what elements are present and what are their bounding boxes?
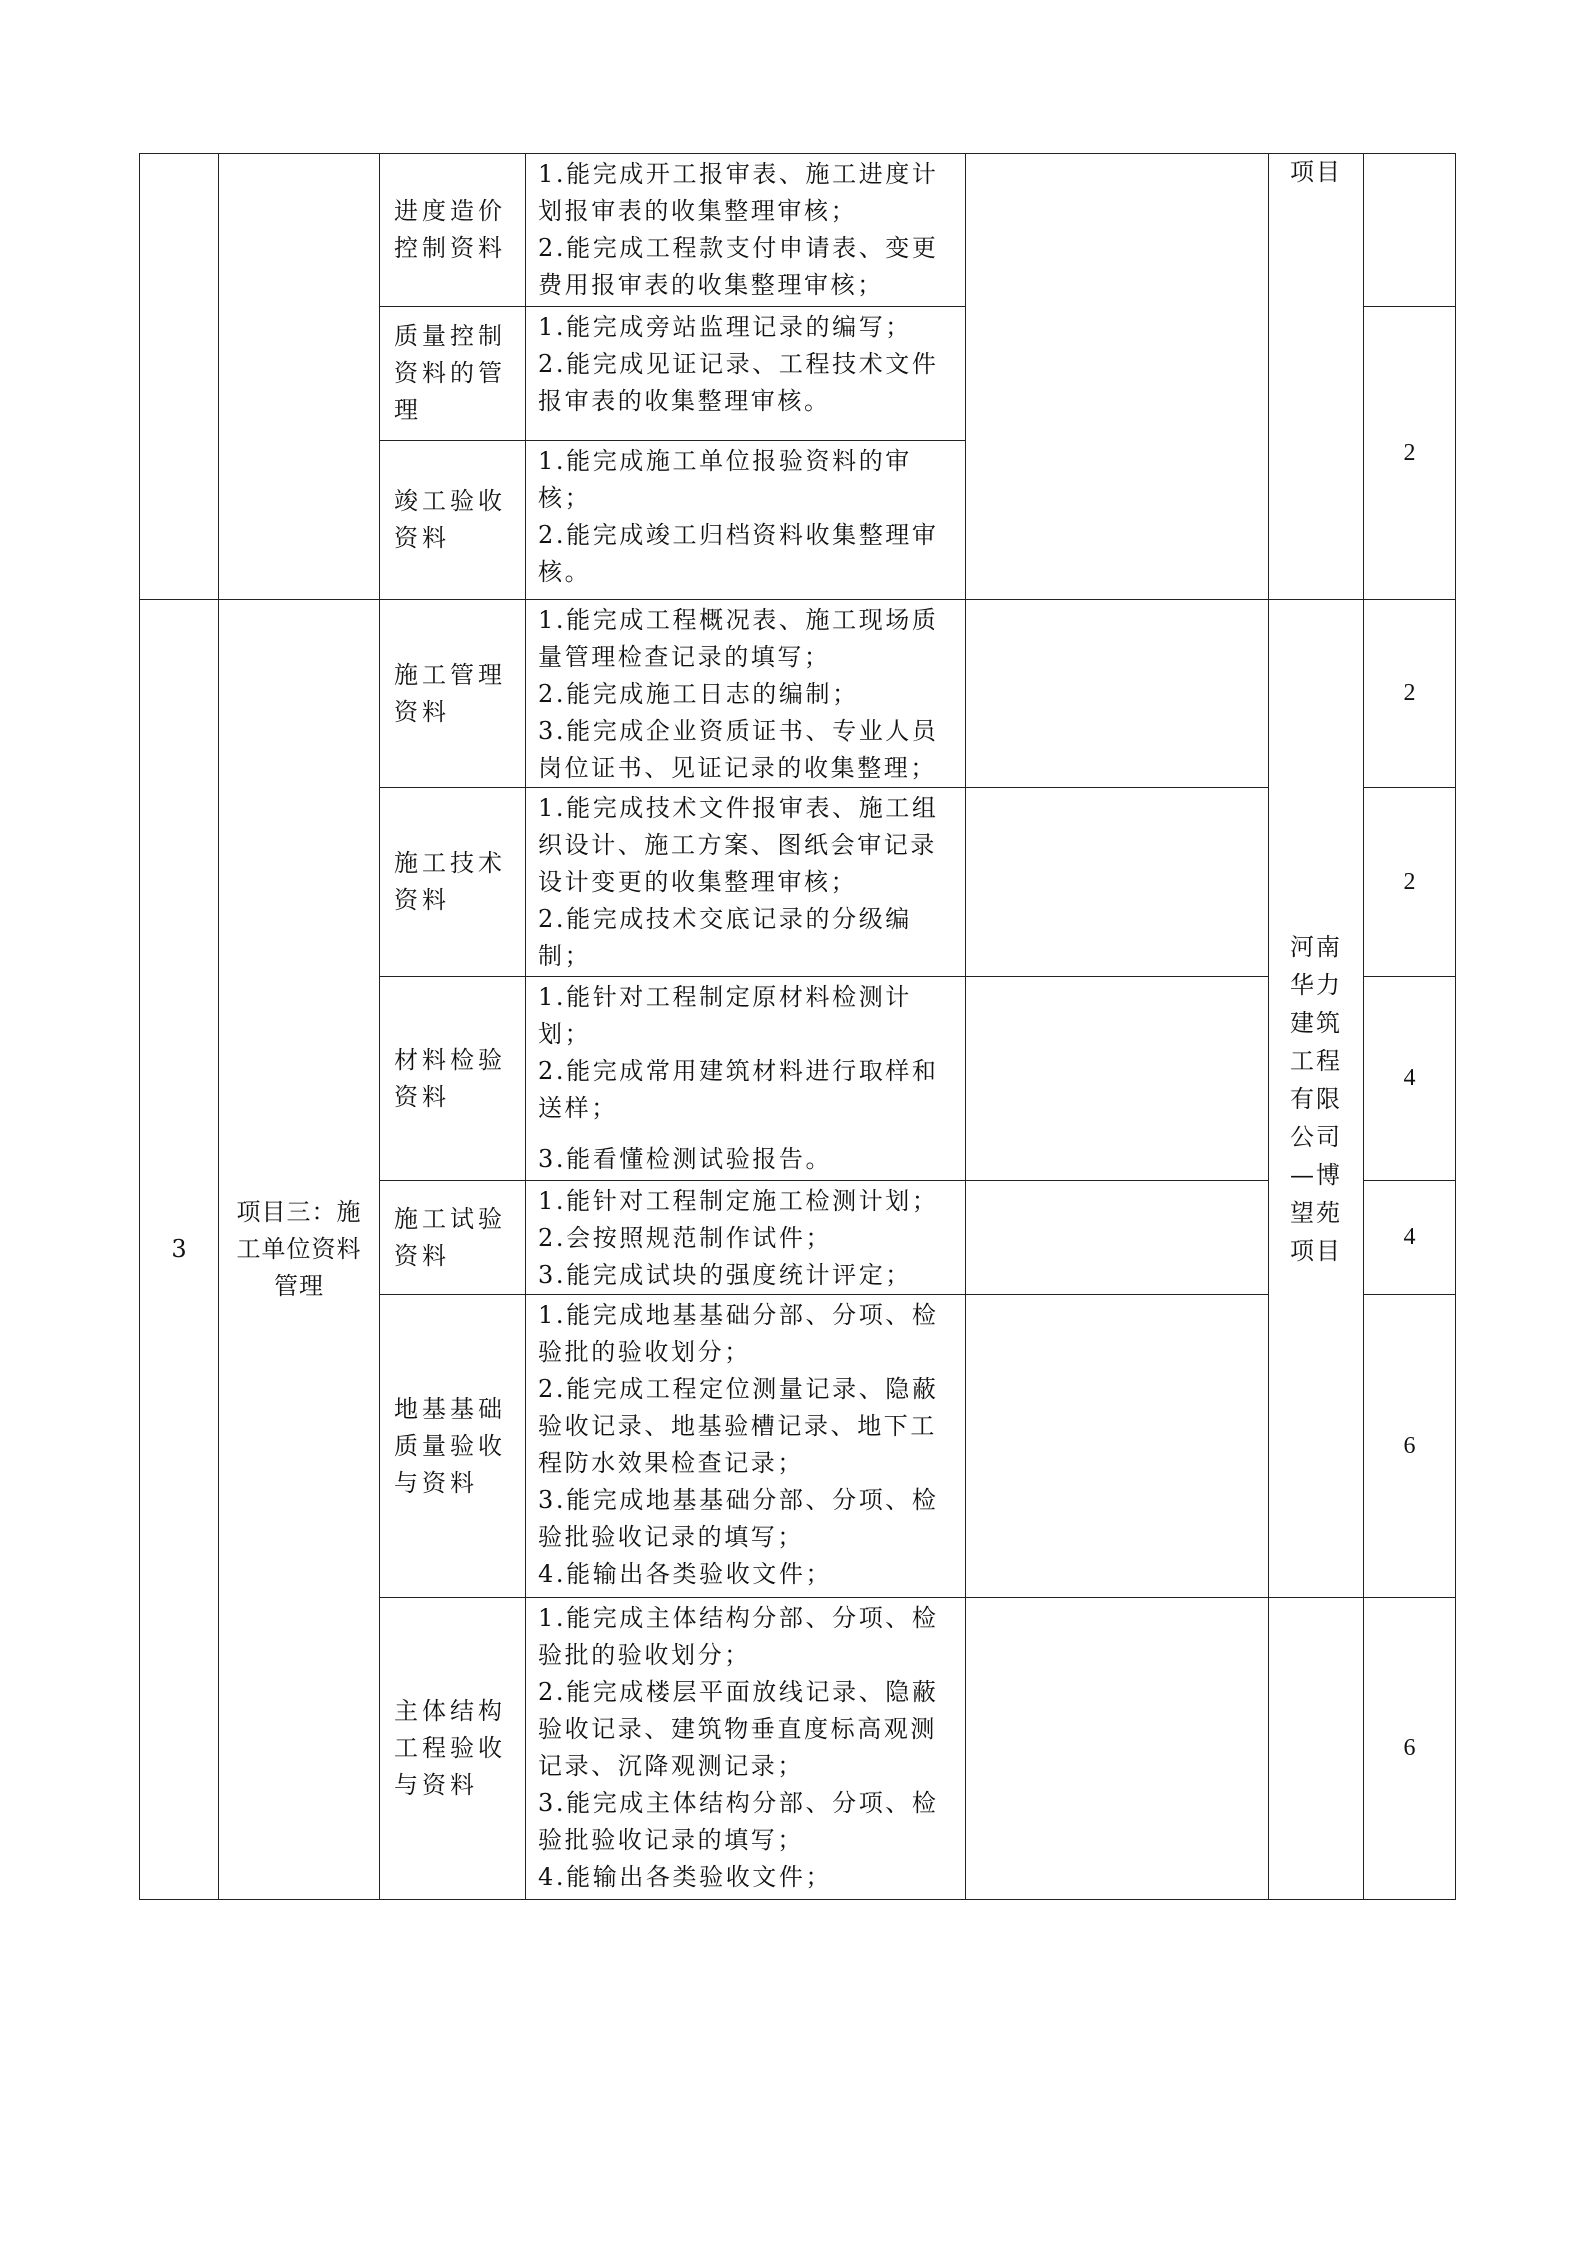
task-name: 施工管理资料 xyxy=(380,600,526,788)
requirement-line: 2.能完成施工日志的编制； xyxy=(538,680,859,708)
task-requirements xyxy=(526,1598,966,1900)
requirement-line: 4.能输出各类验收文件； xyxy=(538,1560,833,1588)
task-name: 进度造价控制资料 xyxy=(380,154,526,307)
hours-cell: 2 xyxy=(1364,788,1456,977)
task-name: 地基基础质量验收与资料 xyxy=(380,1295,526,1598)
note-cell xyxy=(966,154,1269,600)
requirement-line: 1.能完成地基基础分部、分项、检验批的验收划分； xyxy=(538,1301,939,1366)
task-requirements xyxy=(526,788,966,977)
hours-cell: 6 xyxy=(1364,1598,1456,1900)
index-cell-empty xyxy=(140,154,219,600)
requirement-line: 3.能完成地基基础分部、分项、检验批验收记录的填写； xyxy=(538,1486,939,1551)
task-name: 质量控制资料的管理 xyxy=(380,307,526,441)
requirement-line: 4.能输出各类验收文件； xyxy=(538,1863,833,1891)
requirement-line: 2.能完成楼层平面放线记录、隐蔽验收记录、建筑物垂直度标高观测记录、沉降观测记录； xyxy=(538,1678,939,1780)
task-name: 材料检验资料 xyxy=(380,977,526,1181)
task-requirements xyxy=(526,600,966,788)
enterprise-cell: 项目 xyxy=(1269,154,1364,600)
requirement-line: 2.能完成竣工归档资料收集整理审核。 xyxy=(538,521,939,586)
requirement-line: 2.能完成工程定位测量记录、隐蔽验收记录、地基验槽记录、地下工程防水效果检查记录； xyxy=(538,1375,939,1477)
hours-cell xyxy=(1364,154,1456,307)
hours-cell: 4 xyxy=(1364,1181,1456,1295)
table-row xyxy=(140,154,1456,307)
task-name: 竣工验收资料 xyxy=(380,441,526,600)
note-cell xyxy=(966,1295,1269,1598)
requirement-line: 2.能完成见证记录、工程技术文件报审表的收集整理审核。 xyxy=(538,350,939,415)
enterprise-cell: 河南华力建筑工程有限公司—博望苑项目 xyxy=(1269,600,1364,1598)
requirement-line: 1.能针对工程制定原材料检测计划； xyxy=(538,983,912,1048)
enterprise-cell-empty xyxy=(1269,1598,1364,1900)
requirement-line: 3.能看懂检测试验报告。 xyxy=(538,1145,833,1173)
task-requirements xyxy=(526,1295,966,1598)
requirement-line: 1.能完成工程概况表、施工现场质量管理检查记录的填写； xyxy=(538,606,939,671)
note-cell xyxy=(966,1598,1269,1900)
requirement-line: 1.能完成主体结构分部、分项、检验批的验收划分； xyxy=(538,1604,939,1669)
note-cell xyxy=(966,788,1269,977)
requirement-line: 1.能完成技术文件报审表、施工组织设计、施工方案、图纸会审记录设计变更的收集整理审核； xyxy=(538,794,939,896)
task-requirements xyxy=(526,307,966,441)
task-name: 施工试验资料 xyxy=(380,1181,526,1295)
project-index: 3 xyxy=(140,600,219,1900)
task-requirements xyxy=(526,441,966,600)
requirement-line: 1.能完成施工单位报验资料的审核； xyxy=(538,447,912,512)
hours-cell: 4 xyxy=(1364,977,1456,1181)
task-requirements xyxy=(526,1181,966,1295)
hours-cell: 6 xyxy=(1364,1295,1456,1598)
requirement-line: 2.能完成工程款支付申请表、变更费用报审表的收集整理审核； xyxy=(538,234,939,299)
requirement-line: 3.能完成主体结构分部、分项、检验批验收记录的填写； xyxy=(538,1789,939,1854)
curriculum-table xyxy=(139,153,1456,1900)
note-cell xyxy=(966,1181,1269,1295)
requirement-line: 2.能完成常用建筑材料进行取样和送样； xyxy=(538,1057,939,1122)
project-cell-empty xyxy=(219,154,380,600)
task-requirements xyxy=(526,154,966,307)
note-cell xyxy=(966,977,1269,1181)
table-row xyxy=(140,600,1456,788)
requirement-line: 3.能完成试块的强度统计评定； xyxy=(538,1261,912,1289)
task-name: 施工技术资料 xyxy=(380,788,526,977)
requirement-line: 2.会按照规范制作试件； xyxy=(538,1224,833,1252)
hours-cell: 2 xyxy=(1364,600,1456,788)
hours-cell: 2 xyxy=(1364,307,1456,600)
requirement-line: 2.能完成技术交底记录的分级编制； xyxy=(538,905,912,970)
note-cell xyxy=(966,600,1269,788)
task-requirements xyxy=(526,977,966,1181)
requirement-line: 3.能完成企业资质证书、专业人员岗位证书、见证记录的收集整理； xyxy=(538,717,939,782)
requirement-line: 1.能完成开工报审表、施工进度计划报审表的收集整理审核； xyxy=(538,160,939,225)
requirement-line: 1.能针对工程制定施工检测计划； xyxy=(538,1187,939,1215)
task-name: 主体结构工程验收与资料 xyxy=(380,1598,526,1900)
requirement-line: 1.能完成旁站监理记录的编写； xyxy=(538,313,912,341)
project-name: 项目三：施工单位资料管理 xyxy=(219,600,380,1900)
